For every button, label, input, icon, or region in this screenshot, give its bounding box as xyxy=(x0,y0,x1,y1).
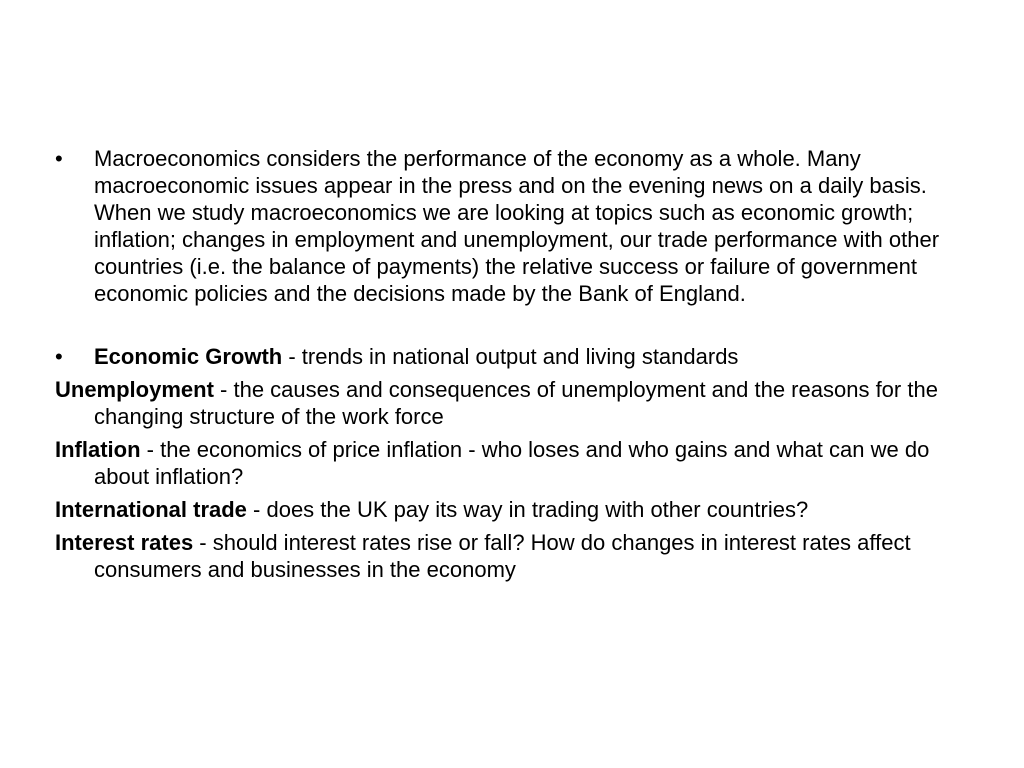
topic-description: - does the UK pay its way in trading with other countries? xyxy=(246,497,809,522)
bullet-icon: • xyxy=(55,344,63,369)
topic-term: Interest rates xyxy=(55,530,194,555)
slide-body xyxy=(55,145,970,583)
topic-item-interest-rates xyxy=(55,529,970,583)
topic-term: International trade xyxy=(55,497,247,522)
topic-description: - should interest rates rise or fall? How do changes in interest rates affect consumers and businesses in the economy xyxy=(94,530,911,582)
topic-description: - the causes and consequences of unemployment and the reasons for the changing structure of the work force xyxy=(94,377,938,429)
topic-term: Unemployment xyxy=(55,377,214,402)
topic-item-unemployment xyxy=(55,376,970,430)
bullet-icon: • xyxy=(55,146,63,171)
topic-item-inflation xyxy=(55,436,970,490)
intro-bullet-item xyxy=(55,145,970,307)
topic-item-international-trade xyxy=(55,496,970,523)
growth-bullet-item xyxy=(55,343,970,370)
topic-term: Economic Growth xyxy=(94,344,283,369)
intro-paragraph: Macroeconomics considers the performance of the economy as a whole. Many macroeconomic issues appear in the press and on the evening news on a daily basis. When we study macroeconomics we are looking at topics such as economic growth; inflation; changes in employment and unemployment, our trade performance with other countries (i.e. the balance of payments) the relative success or failure of government economic policies and the decisions made by the Bank of England. xyxy=(94,146,940,306)
topic-description: - trends in national output and living standards xyxy=(282,344,739,369)
paragraph-spacer xyxy=(55,307,970,343)
topic-description: - the economics of price inflation - who loses and who gains and what can we do about inflation? xyxy=(94,437,930,489)
topic-term: Inflation xyxy=(55,437,141,462)
